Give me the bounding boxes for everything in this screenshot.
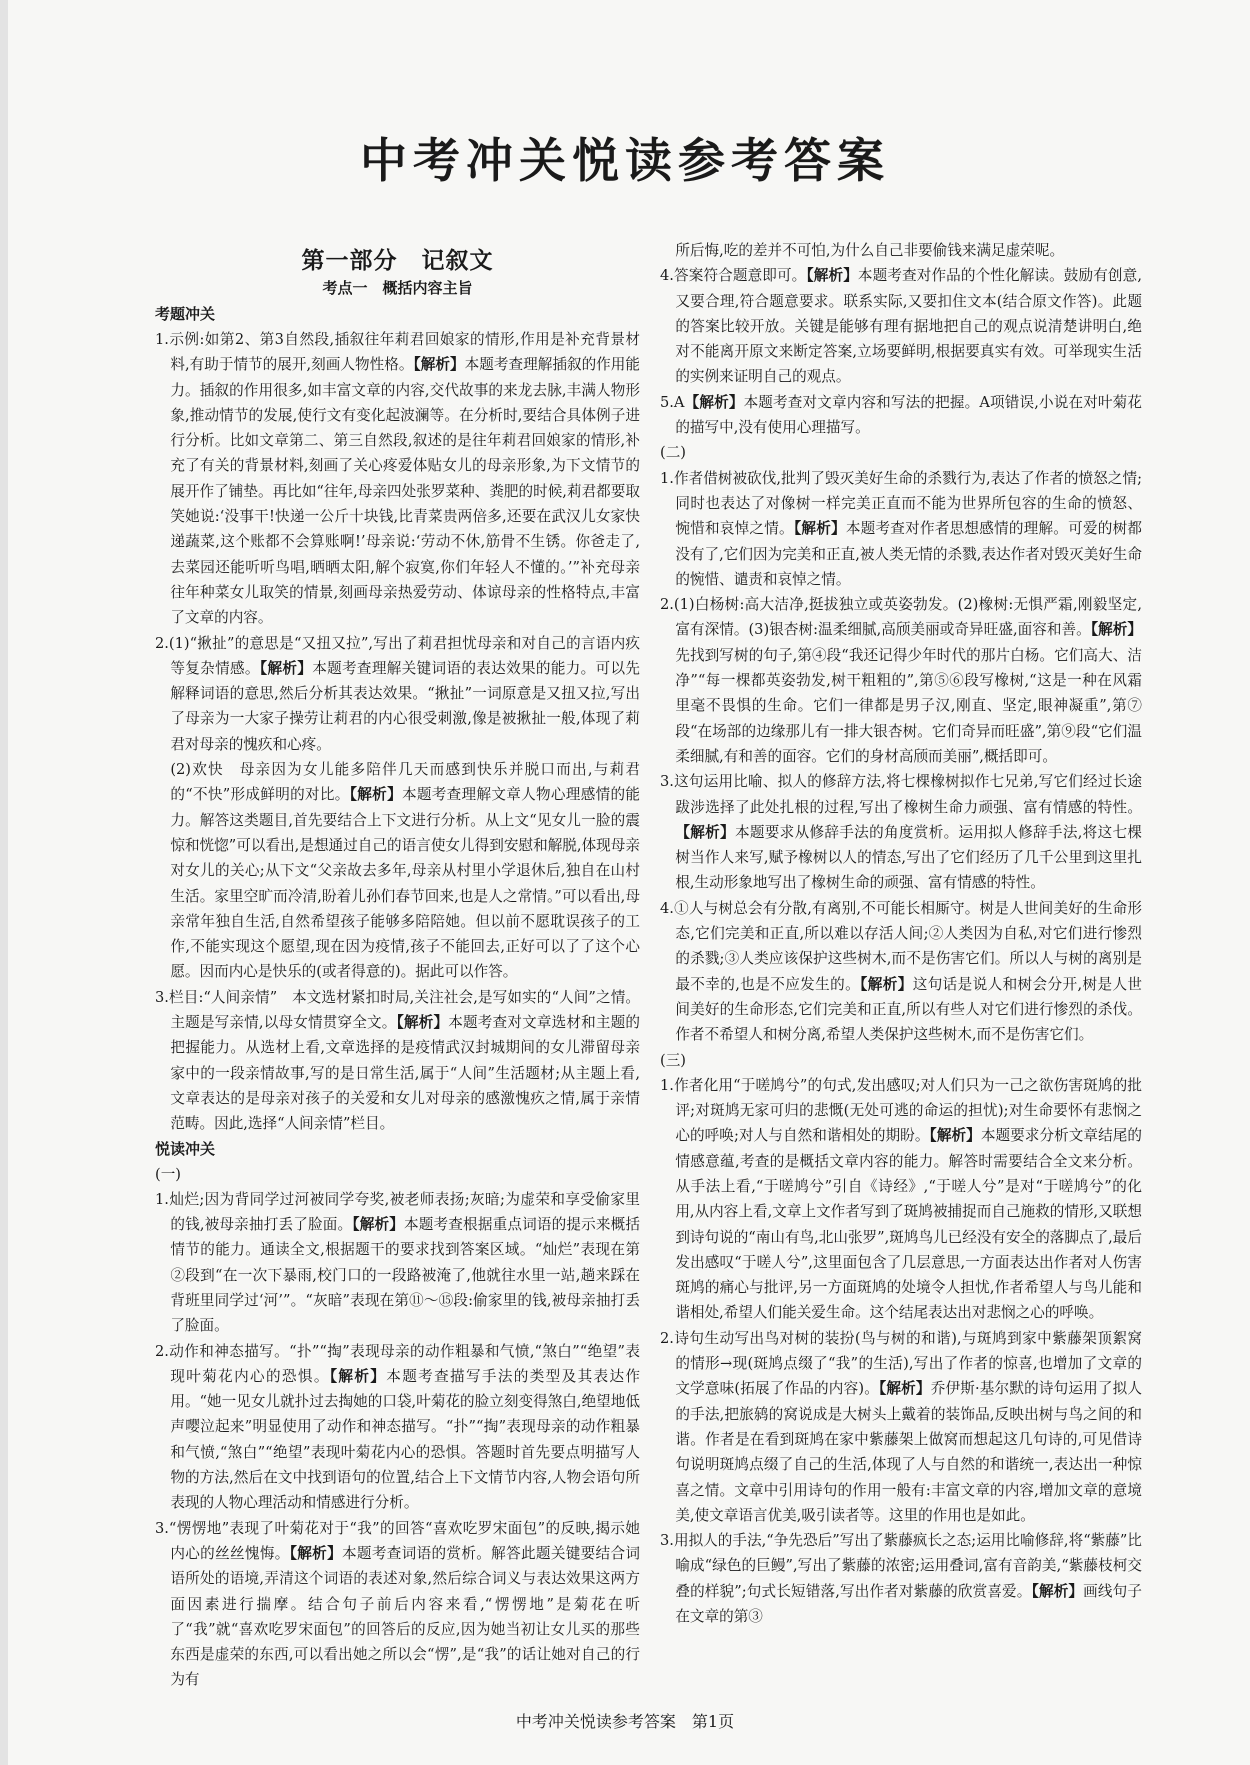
right-column xyxy=(660,238,1142,1629)
section-heading: 考题冲关 xyxy=(155,305,216,323)
answer-item-continued: (2)欢快 母亲因为女儿能多陪伴几天而感到快乐并脱口而出,与莉君的“不快”形成鲜明的对比。【解析】本题考查理解文章人物心理感情的能力。解答这类题目,首先要结合上下文进行分析。从上文“见女儿一脸的震惊和恍惚”可以看出,是想通过自己的语言使女儿得到安慰和解脱,体现母亲对女儿的关心;从下文“父亲故去多年,母亲从村里小学退休后,独自在山村生活。家里空旷而冷清,盼着儿孙们春节回来,也是人之常情。”可以看出,母亲常年独自生活,自然希望孩子能够多陪陪她。但以前不愿耽误孩子的工作,不能实现这个愿望,现在因为疫情,孩子不能回去,正好可以了了这个心愿。因而内心是快乐的(或者得意的)。据此可以作答。 xyxy=(170,761,640,981)
answer-item: 2.诗句生动写出鸟对树的装扮(鸟与树的和谐),与斑鸠到家中紫藤架顶絮窝的情形→现(斑鸠点缀了“我”的生活),写出了作者的惊喜,也增加了文章的文学意味(拓展了作品的内容)。【解析】乔伊斯·基尔默的诗句运用了拟人的手法,把旅鸫的窝说成是大树头上戴着的装饰品,反映出树与鸟之间的和谐。作者是在看到斑鸠在家中紫藤架上做窝而想起这几句诗的,可见借诗句说明斑鸠点缀了自己的生活,体现了人与自然的和谐统一,表达出一种惊喜之情。文章中引用诗句的作用一般有:丰富文章的内容,增加文章的意境美,使文章语言优美,吸引读者等。这里的作用也是如此。 xyxy=(660,1329,1143,1524)
page-footer: 中考冲关悦读参考答案 第1页 xyxy=(515,1712,735,1731)
answer-item: 5.A【解析】本题考查对文章内容和写法的把握。A项错误,小说在对叶菊花的描写中,没有使用心理描写。 xyxy=(660,393,1142,437)
page-title: 中考冲关悦读参考答案 xyxy=(360,134,890,189)
page-binding-edge xyxy=(0,0,8,1765)
answer-item: 3.“愣愣地”表现了叶菊花对于“我”的回答“喜欢吃罗宋面包”的反映,揭示她内心的丝丝愧悔。【解析】本题考查词语的赏析。解答此题关键要结合词语所处的语境,弄清这个词语的表述对象,然后综合词义与表达效果这两方面因素进行揣摩。结合句子前后内容来看,“愣愣地”是菊花在听了“我”就“喜欢吃罗宋面包”的回答后的反应,因为她当初让女儿买的那些东西是虚荣的东西,可以看出她之所以会“愣”,是“我”的话让她对自己的行为有 xyxy=(155,1519,640,1689)
answer-item: 1.示例:如第2、第3自然段,插叙往年莉君回娘家的情形,作用是补充背景材料,有助于情节的展开,刻画人物性格。【解析】本题考查理解插叙的作用能力。插叙的作用很多,如丰富文章的内容,交代故事的来龙去脉,丰满人物形象,推动情节的发展,使行文有变化起波澜等。在分析时,要结合具体例子进行分析。比如文章第二、第三自然段,叙述的是往年莉君回娘家的情形,补充了有关的背景材料,刻画了关心疼爱体贴女儿的母亲形象,为下文情节的展开作了铺垫。再比如“往年,母亲四处张罗菜种、粪肥的时候,莉君都要取笑她说:‘没事干!快递一公斤十块钱,比青菜贵两倍多,还要在武汉儿女家快递蔬菜,这个账都不会算账啊!’母亲说:‘劳动不休,筋骨不生锈。你爸走了,去菜园还能听听鸟唱,晒晒太阳,解个寂寞,你们年轻人不懂的。’”补充母亲往年种菜女儿取笑的情景,刻画母亲热爱劳动、体谅母亲的性格特点,丰富了文章的内容。 xyxy=(155,331,641,627)
answer-item: 3.栏目:“人间亲情” 本文选材紧扣时局,关注社会,是写如实的“人间”之情。主题是写亲情,以母女情贯穿全文。【解析】本题考查对文章选材和主题的把握能力。从选材上看,文章选择的是疫情武汉封城期间的女儿滞留母亲家中的一段亲情故事,写的是日常生活,属于“人间”生活题材;从主题上看,文章表达的是母亲对孩子的关爱和女儿对母亲的感激愧疚之情,属于亲情范畴。因此,选择“人间亲情”栏目。 xyxy=(155,988,640,1133)
left-column xyxy=(155,246,640,1693)
answer-item-continued: 所后悔,吃的差并不可怕,为什么自己非要偷钱来满足虚荣呢。 xyxy=(675,242,1065,259)
answer-item: 3.用拟人的手法,“争先恐后”写出了紫藤疯长之态;运用比喻修辞,将“紫藤”比喻成“绿色的巨鳗”,写出了紫藤的浓密;运用叠词,富有音韵美,“紫藤枝柯交叠的样貌”;句式长短错落,写出作者对紫藤的欣赏喜爱。【解析】画线句子在文章的第③ xyxy=(660,1532,1142,1626)
answer-item: 2.(1)“揪扯”的意思是“又扭又拉”,写出了莉君担忧母亲和对自己的言语内疚等复杂情感。【解析】本题考查理解关键词语的表达效果的能力。可以先解释词语的意思,然后分析其表达效果。“揪扯”一词原意是又扭又拉,写出了母亲为一大家子操劳让莉君的内心很受刺激,像是被揪扯一般,体现了莉君对母亲的愧疚和心疼。 xyxy=(155,634,640,753)
answer-item: 1.作者化用“于嗟鸠兮”的句式,发出感叹;对人们只为一己之欲伤害斑鸠的批评;对斑鸠无家可归的悲慨(无处可逃的命运的担忧);对生命要怀有悲悯之心的呼唤;对人与自然和谐相处的期盼。【解析】本题要求分析文章结尾的情感意蕴,考查的是概括文章内容的能力。解答时需要结合全文来分析。从手法上看,“于嗟鸠兮”引自《诗经》,“于嗟人兮”是对“于嗟鸠兮”的化用,从内容上看,文章上文作者写到了斑鸠被捕捉而自己施救的情形,又联想到诗句说的“南山有鸟,北山张罗”,斑鸠鸟儿已经没有安全的落脚点了,最后发出感叹“于嗟人兮”,这里面包含了几层意思,一方面表达出作者对人伤害斑鸠的痛心与批评,另一方面斑鸠的处境令人担忧,作者希望人与鸟儿能和谐相处,希望人们能关爱生命。这个结尾表达出对悲悯之心的呼唤。 xyxy=(660,1076,1142,1322)
answer-item: 1.作者借树被砍伐,批判了毁灭美好生命的杀戮行为,表达了作者的愤怒之情;同时也表达了对像树一样完美正直而不能为世界所包容的生命的愤怒、惋惜和哀悼之情。【解析】本题考查对作者思想感情的理解。可爱的树都没有了,它们因为完美和正直,被人类无情的杀戮,表达作者对毁灭美好生命的惋惜、谴责和哀悼之情。 xyxy=(660,469,1142,588)
answer-item: 2.(1)白杨树:高大洁净,挺拔独立或英姿勃发。(2)橡树:无惧严霜,刚毅坚定,富有深情。(3)银杏树:温柔细腻,高颀美丽或奇异旺盛,面容和善。【解析】先找到写树的句子,第④段“我还记得少年时代的那片白杨。它们高大、洁净”“每一棵都英姿勃发,树干粗粗的”,第⑤⑥段写橡树,“这是一种在风霜里毫不畏惧的生命。它们一律都是男子汉,刚直、坚定,眼神凝重”,第⑦段“在场部的边缘那儿有一排大银杏树。它们奇异而旺盛”,第⑨段“它们温柔细腻,有和善的面容。它们的身材高颀而美丽”,概括即可。 xyxy=(660,596,1143,765)
answer-item: 2.动作和神态描写。“扑”“掏”表现母亲的动作粗暴和气愤,“煞白”“绝望”表现叶菊花内心的恐惧。【解析】本题考查描写手法的类型及其表达作用。“她一见女儿就扑过去掏她的口袋,叶菊花的脸立刻变得煞白,绝望地低声嘤泣起来”明显使用了动作和神态描写。“扑”“掏”表现母亲的动作粗暴和气愤,“煞白”“绝望”表现叶菊花内心的恐惧。答题时首先要点明描写人物的方法,然后在文中找到语句的位置,结合上下文情节内容,人物会语句所表现的人物心理活动和情感进行分析。 xyxy=(155,1342,640,1512)
group-label: (二) xyxy=(660,444,686,462)
group-label: (三) xyxy=(660,1051,686,1069)
answer-item: 4.答案符合题意即可。【解析】本题考查对作品的个性化解读。鼓励有创意,又要合理,符合题意要求。联系实际,又要扣住文本(结合原文作答)。此题的答案比较开放。关键是能够有理有据地把自己的观点说清楚讲明白,绝对不能离开原文来断定答案,立场要鲜明,根据要真实有效。可举现实生活的实例来证明自己的观点。 xyxy=(660,267,1142,386)
answer-item: 1.灿烂;因为背同学过河被同学夸奖,被老师表扬;灰暗;为虚荣和享受偷家里的钱,被母亲抽打丢了脸面。【解析】本题考查根据重点词语的提示来概括情节的能力。通读全文,根据题干的要求找到答案区域。“灿烂”表现在第②段到“在一次下暴雨,校门口的一段路被淹了,他就往水里一站,趟来踩在背班里同学过‘河’”。“灰暗”表现在第⑪～⑮段:偷家里的钱,被母亲抽打丢了脸面。 xyxy=(155,1190,641,1335)
answer-item: 3.这句运用比喻、拟人的修辞方法,将七棵橡树拟作七兄弟,写它们经过长途跋涉选择了此处扎根的过程,写出了橡树生命力顽强、富有情感的特性。【解析】本题要求从修辞手法的角度赏析。运用拟人修辞手法,将这七棵树当作人来写,赋予橡树以人的情态,写出了它们经历了几千公里到这里扎根,生动形象地写出了橡树生命的顽强、富有情感的特性。 xyxy=(660,773,1142,892)
group-label: (一) xyxy=(155,1165,181,1183)
section-heading: 悦读冲关 xyxy=(155,1139,216,1158)
part-title: 第一部分 记叙文 xyxy=(301,247,494,274)
part-subtitle: 考点一 概括内容主旨 xyxy=(322,279,473,297)
answer-item: 4.①人与树总会有分散,有离别,不可能长相厮守。树是人世间美好的生命形态,它们完美和正直,所以难以存活人间;②人类因为自私,对它们进行惨烈的杀戮;③人类应该保护这些树木,而不是伤害它们。所以人与树的离别是最不幸的,也是不应发生的。【解析】这句话是说人和树会分开,树是人世间美好的生命形态,它们完美和正直,所以有些人对它们进行惨烈的杀伐。作者不希望人和树分离,希望人类保护这些树木,而不是伤害它们。 xyxy=(660,899,1143,1044)
